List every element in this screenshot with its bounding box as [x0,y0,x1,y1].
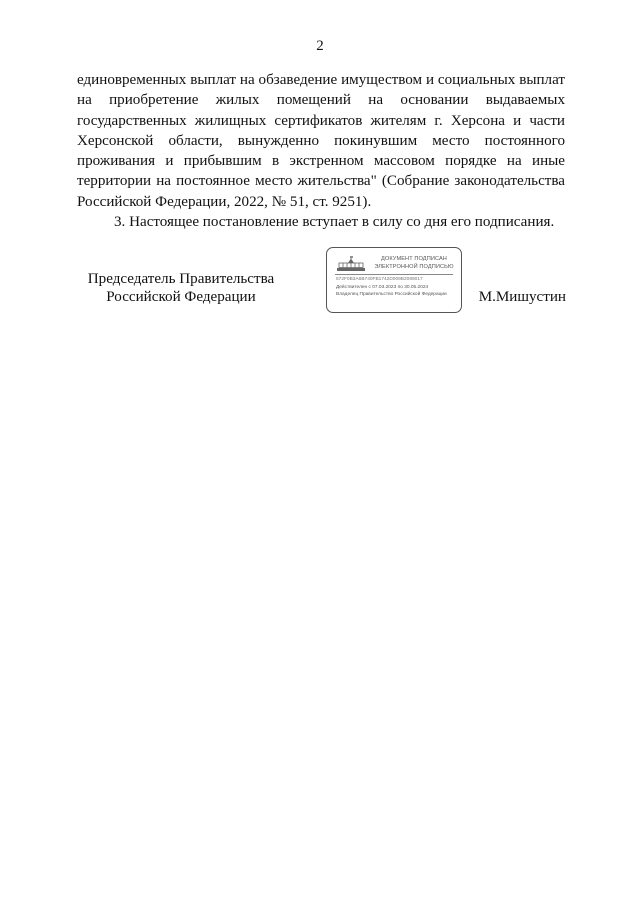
stamp-divider [335,274,453,275]
stamp-heading [369,256,459,271]
effective-clause: 3. Настоящее постановление вступает в силу со дня его подписания. [114,214,555,231]
signatory-name: М.Мишустин [478,289,566,305]
signatory-title-line-1: Председатель Правительства [87,271,275,287]
signatory-title-line-2: Российской Федерации [106,289,256,305]
body-paragraph: единовременных выплат на обзаведение имуществом и социальных выплат на приобретение жилых помещений на основании выдаваемых государственных жилищных сертификатов жителям г. Херсона и части Херсонской области, вынужденно покинувшим место постоянного проживания и прибывшим в экстренном массовом порядке на иные территории на постоянное место жительства" (Собрание законодательства Российской Федерации, 2022, № 51, ст. 9251). [77,72,565,210]
electronic-signature-stamp [326,247,462,313]
stamp-heading-line-1: ДОКУМЕНТ ПОДПИСАН [381,256,447,262]
government-emblem-icon [336,256,366,272]
certificate-owner: Владелец Правительство Российской Федерации [336,292,447,297]
document-body [77,70,565,232]
page-number: 2 [316,38,324,54]
certificate-validity: Действителен с 07.03.2023 по 30.05.2024 [336,285,429,290]
stamp-heading-line-2: ЭЛЕКТРОННОЙ ПОДПИСЬЮ [374,263,454,270]
signatory-title [76,270,286,306]
certificate-serial: 572F0B3A6B740FB1742D009B2089017 [336,277,423,282]
